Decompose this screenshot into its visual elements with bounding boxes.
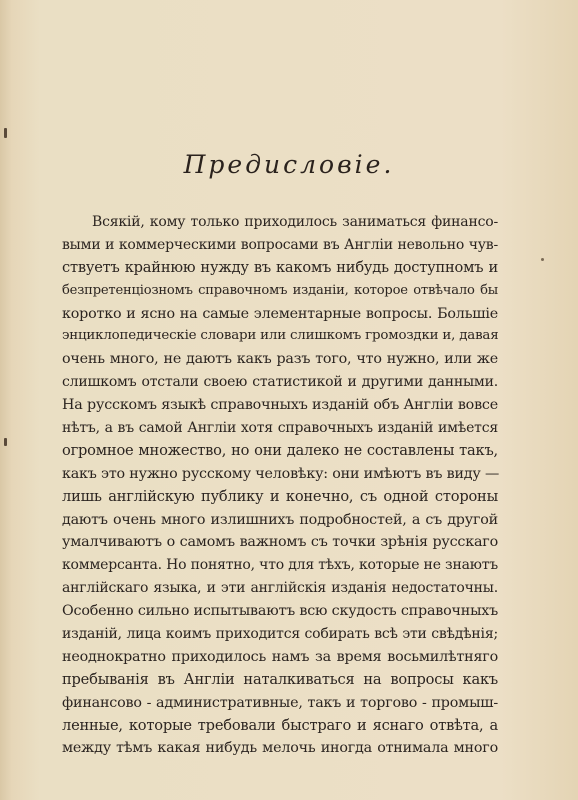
page-edge-mark xyxy=(4,438,7,446)
text-line: энциклопедическіе словари или слишкомъ громоздки и, давая xyxy=(62,328,499,344)
text-line: какъ это нужно русскому человѣку: они имѣютъ въ виду — xyxy=(62,465,500,482)
text-line: огромное множество, но они далеко не составлены такъ, xyxy=(62,441,498,459)
text-line: англійскаго языка, и эти англійскія изданія недостаточны. xyxy=(62,580,498,597)
text-line: ленные, которые требовали быстраго и яснаго отвѣта, а xyxy=(62,716,498,734)
text-line: очень много, не даютъ какъ разъ того, что нужно, или же xyxy=(62,351,498,368)
text-line: между тѣмъ какая нибудь мелочь иногда отнимала много xyxy=(62,740,498,757)
text-line: безпретенціозномъ справочномъ изданіи, которое отвѣчало бы xyxy=(62,282,498,298)
text-line: пребыванія въ Англіи наталкиваться на вопросы какъ xyxy=(62,670,498,688)
text-line: Особенно сильно испытываютъ всю скудость справочныхъ xyxy=(62,603,499,620)
text-line: нѣтъ, а въ самой Англіи хотя справочныхъ изданій имѣется xyxy=(62,420,498,437)
text-line: коммерсанта. Но понятно, что для тѣхъ, которые не знаютъ xyxy=(62,557,498,574)
body-text xyxy=(62,211,498,760)
paper-speck xyxy=(541,258,544,261)
text-line: лишь англійскую публику и конечно, съ одной стороны xyxy=(62,487,498,505)
text-line: изданій, лица коимъ приходится собирать всѣ эти свѣдѣнія; xyxy=(62,626,498,643)
text-line: неоднократно приходилось намъ за время восьмилѣтняго xyxy=(62,648,498,665)
text-line: финансово - административные, такъ и торгово - промыш- xyxy=(62,694,498,711)
text-line: умалчиваютъ о самомъ важномъ съ точки зрѣнія русскаго xyxy=(62,534,498,551)
page-title: Предисловіе. xyxy=(183,150,395,179)
text-line: слишкомъ отстали своею статистикой и другими данными. xyxy=(62,374,498,391)
page-edge-mark xyxy=(4,128,7,138)
text-line: даютъ очень много излишнихъ подробностей, а съ другой xyxy=(62,511,498,528)
text-line: На русскомъ языкѣ справочныхъ изданій объ Англіи вовсе xyxy=(62,397,498,414)
text-line: ствуетъ крайнюю нужду въ какомъ нибудь доступномъ и xyxy=(62,258,498,276)
text-line: коротко и ясно на самые элементарные вопросы. Большіе xyxy=(62,305,498,322)
text-line: Всякій, кому только приходилось заниматься финансо- xyxy=(92,214,498,230)
text-line: выми и коммерческими вопросами въ Англіи невольно чув- xyxy=(62,236,498,253)
